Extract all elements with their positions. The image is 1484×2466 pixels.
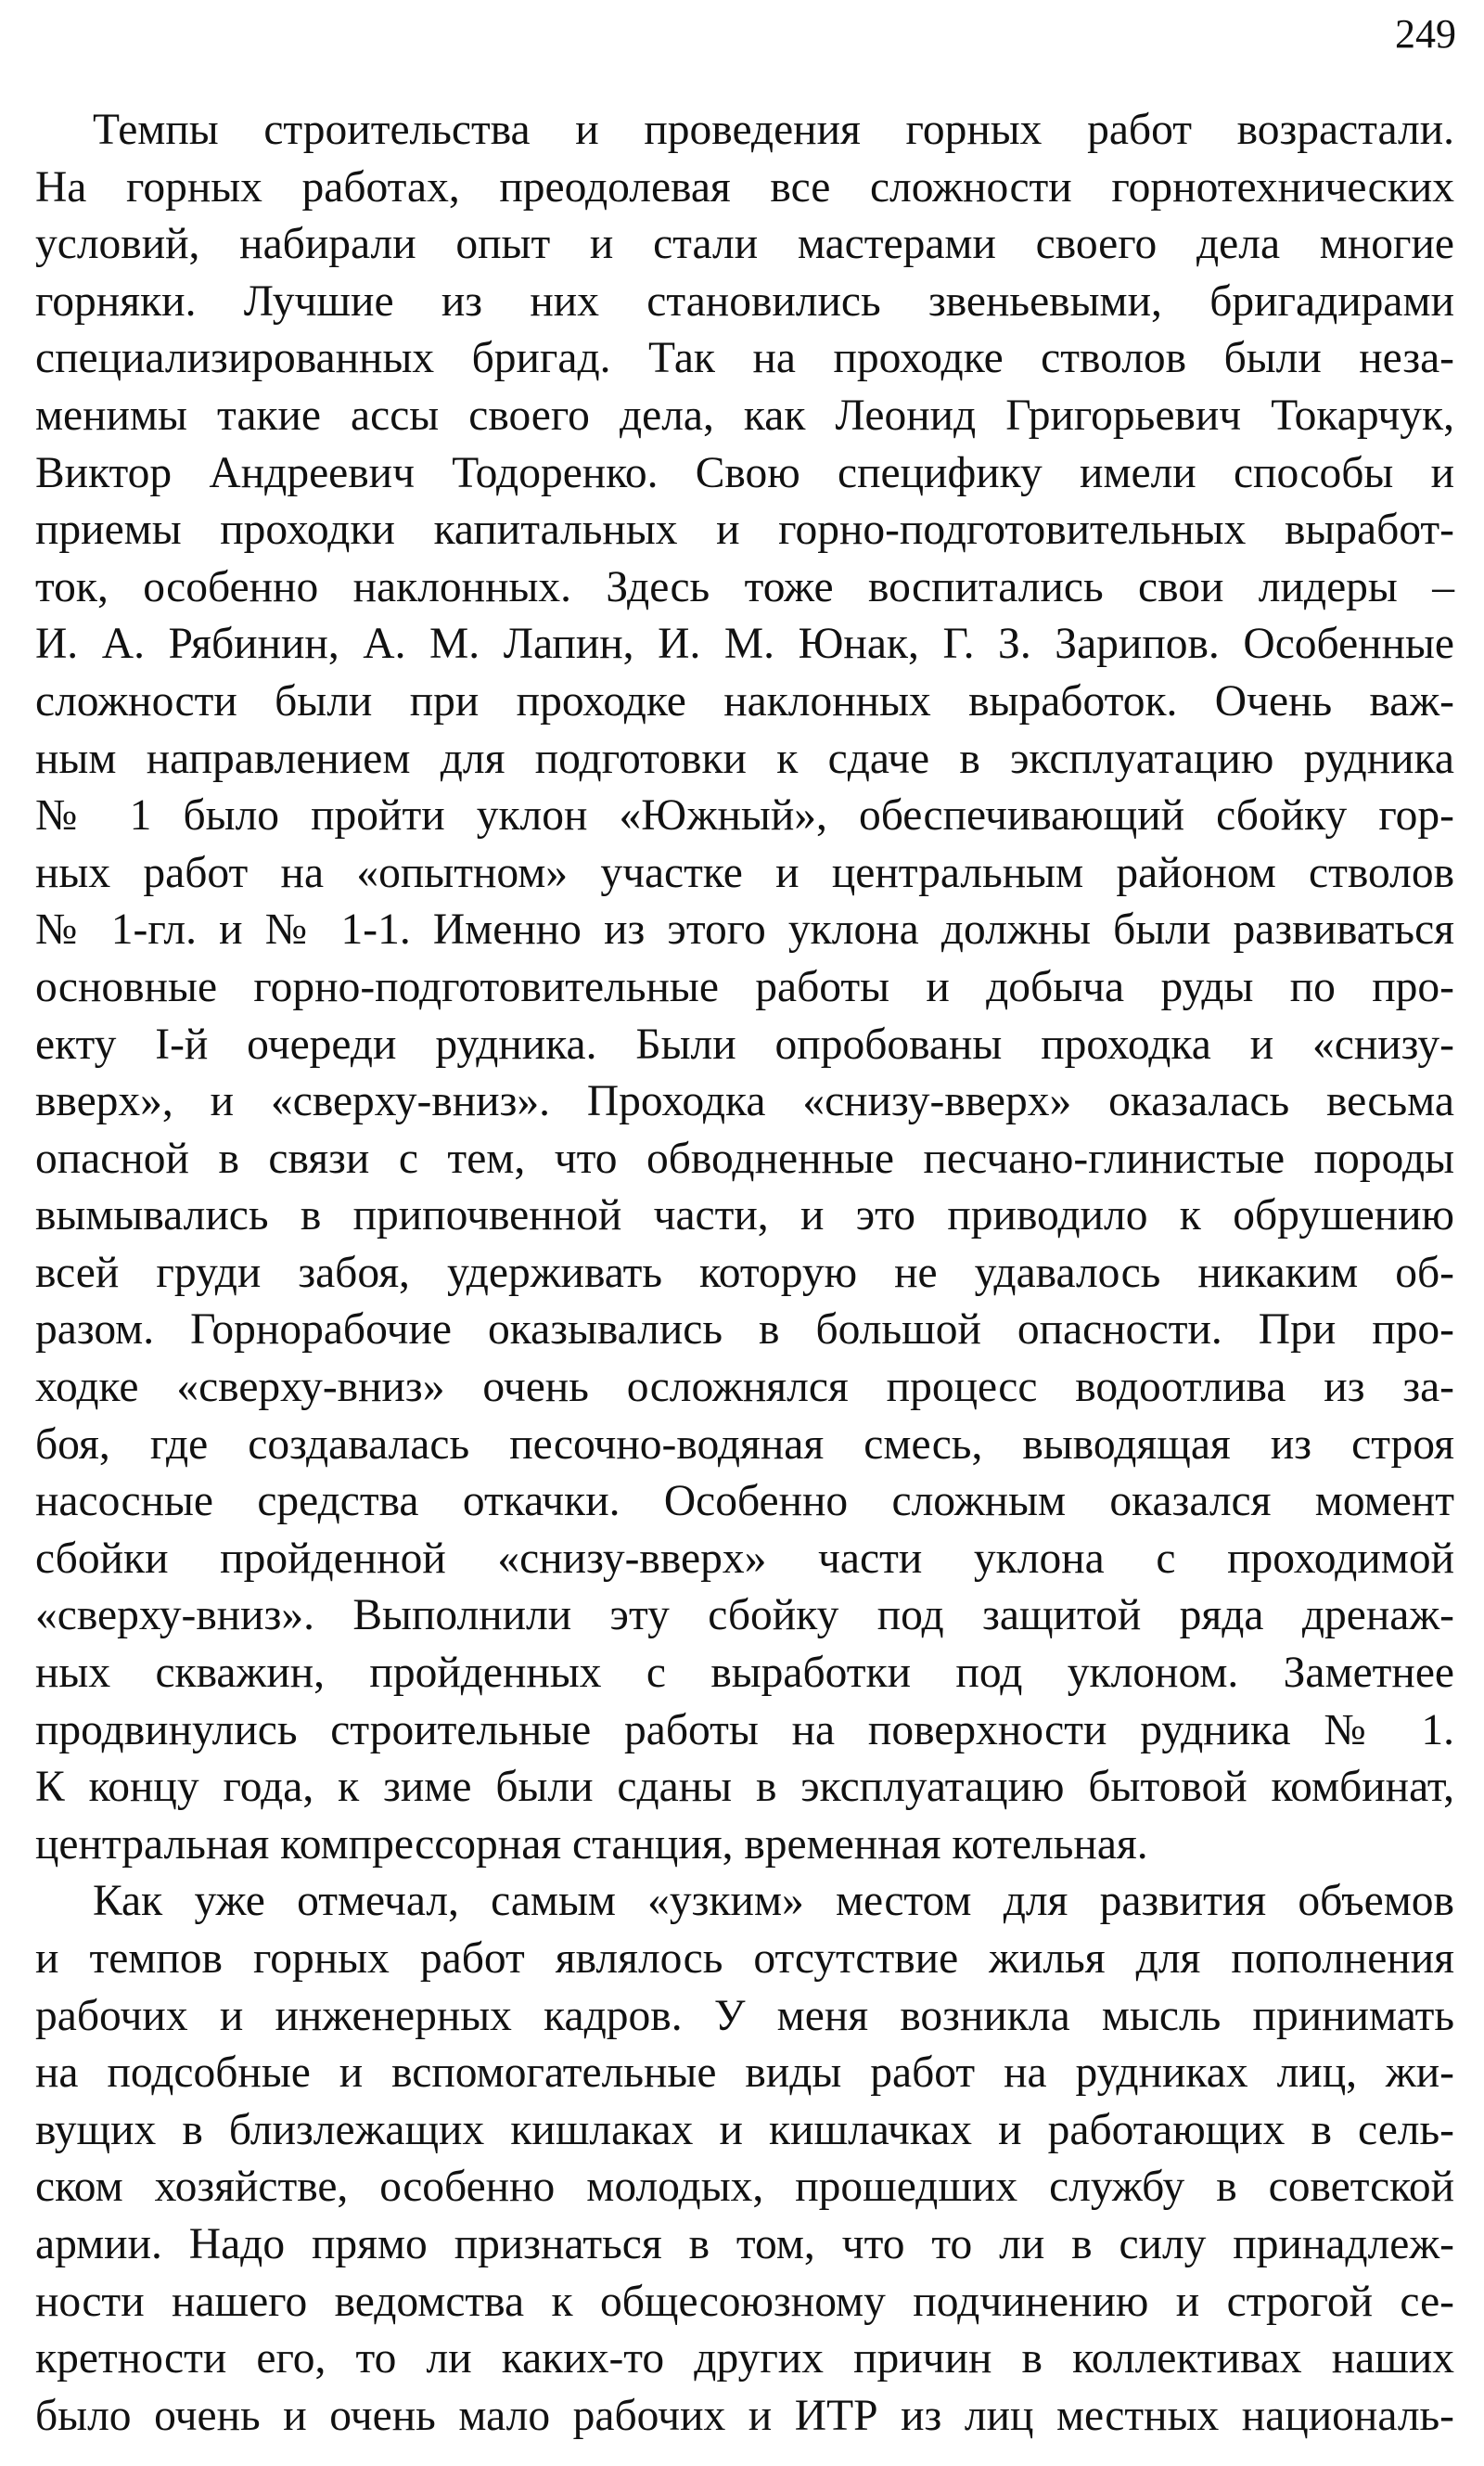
text-line: разом. Горнорабочие оказывались в большой опасности. При про- bbox=[35, 1305, 1454, 1355]
text-line: ходке «сверху-вниз» очень осложнялся процесс водоотлива из за- bbox=[35, 1363, 1454, 1412]
body-text bbox=[35, 102, 1454, 2445]
text-line: менимы такие ассы своего дела, как Леонид Григорьевич Токарчук, bbox=[35, 391, 1454, 440]
text-line: условий, набирали опыт и стали мастерами своего дела многие bbox=[35, 220, 1454, 269]
text-line: основные горно-подготовительные работы и добыча руды по про- bbox=[35, 962, 1454, 1011]
text-line: Виктор Андреевич Тодоренко. Свою специфику имели способы и bbox=[35, 448, 1454, 497]
text-line: приемы проходки капитальных и горно-подготовительных выработ- bbox=[35, 506, 1454, 555]
text-line: было очень и очень мало рабочих и ИТР из лиц местных националь- bbox=[35, 2391, 1454, 2440]
text-line: ток, особенно наклонных. Здесь тоже воспитались свои лидеры – bbox=[35, 562, 1454, 611]
text-line: рабочих и инженерных кадров. У меня возникла мысль принимать bbox=[35, 1991, 1454, 2040]
text-line: сбойки пройденной «снизу-вверх» части уклона с проходимой bbox=[35, 1534, 1454, 1583]
page-number: 249 bbox=[1395, 11, 1456, 57]
text-line: ных скважин, пройденных с выработки под уклоном. Заметнее bbox=[35, 1649, 1454, 1698]
text-line: И. А. Рябинин, А. М. Лапин, И. М. Юнак, Г. З. Зарипов. Особенные bbox=[35, 620, 1454, 669]
text-line: вущих в близлежащих кишлаках и кишлачках и работающих в сель- bbox=[35, 2105, 1454, 2154]
text-line: продвинулись строительные работы на поверхности рудника № 1. bbox=[35, 1705, 1454, 1754]
text-line: «сверху-вниз». Выполнили эту сбойку под защитой ряда дренаж- bbox=[35, 1591, 1454, 1640]
text-line: всей груди забоя, удерживать которую не удавалось никаким об- bbox=[35, 1248, 1454, 1297]
text-line: ных работ на «опытном» участке и центральным районом стволов bbox=[35, 848, 1454, 897]
text-line: вверх», и «сверху-вниз». Проходка «снизу-вверх» оказалась весьма bbox=[35, 1077, 1454, 1126]
text-line: специализированных бригад. Так на проходке стволов были неза- bbox=[35, 334, 1454, 383]
text-line: К концу года, к зиме были сданы в эксплуатацию бытовой комбинат, bbox=[35, 1763, 1454, 1812]
text-line: ском хозяйстве, особенно молодых, прошедших службу в советской bbox=[35, 2163, 1454, 2212]
text-line: Как уже отмечал, самым «узким» местом для развития объемов bbox=[93, 1877, 1454, 1926]
text-line: № 1 было пройти уклон «Южный», обеспечивающий сбойку гор- bbox=[35, 791, 1454, 841]
text-line: ности нашего ведомства к общесоюзному подчинению и строгой се- bbox=[35, 2277, 1454, 2326]
text-line: № 1-гл. и № 1-1. Именно из этого уклона должны были развиваться bbox=[35, 905, 1454, 955]
text-line: насосные средства откачки. Особенно сложным оказался момент bbox=[35, 1477, 1454, 1526]
text-line: кретности его, то ли каких-то других причин в коллективах наших bbox=[35, 2334, 1454, 2383]
text-line: сложности были при проходке наклонных выработок. Очень важ- bbox=[35, 676, 1454, 726]
text-line: ным направлением для подготовки к сдаче в эксплуатацию рудника bbox=[35, 734, 1454, 783]
text-line: На горных работах, преодолевая все сложности горнотехнических bbox=[35, 162, 1454, 212]
text-line: горняки. Лучшие из них становились звеньевыми, бригадирами bbox=[35, 276, 1454, 326]
text-line: опасной в связи с тем, что обводненные песчано-глинистые породы bbox=[35, 1134, 1454, 1183]
text-line: боя, где создавалась песочно-водяная смесь, выводящая из строя bbox=[35, 1419, 1454, 1469]
paragraph-1 bbox=[35, 102, 1454, 1873]
text-line: вымывались в припочвенной части, и это приводило к обрушению bbox=[35, 1191, 1454, 1240]
text-line: на подсобные и вспомогательные виды работ на рудниках лиц, жи- bbox=[35, 2049, 1454, 2098]
text-line: армии. Надо прямо признаться в том, что то ли в силу принадлеж- bbox=[35, 2219, 1454, 2268]
text-line: центральная компрессорная станция, временная котельная. bbox=[35, 1819, 1148, 1869]
text-line: Темпы строительства и проведения горных работ возрастали. bbox=[93, 106, 1454, 154]
text-line: екту I-й очереди рудника. Были опробованы проходка и «снизу- bbox=[35, 1020, 1454, 1069]
paragraph-2 bbox=[35, 1873, 1454, 2445]
text-line: и темпов горных работ являлось отсутствие жилья для пополнения bbox=[35, 1934, 1454, 1983]
